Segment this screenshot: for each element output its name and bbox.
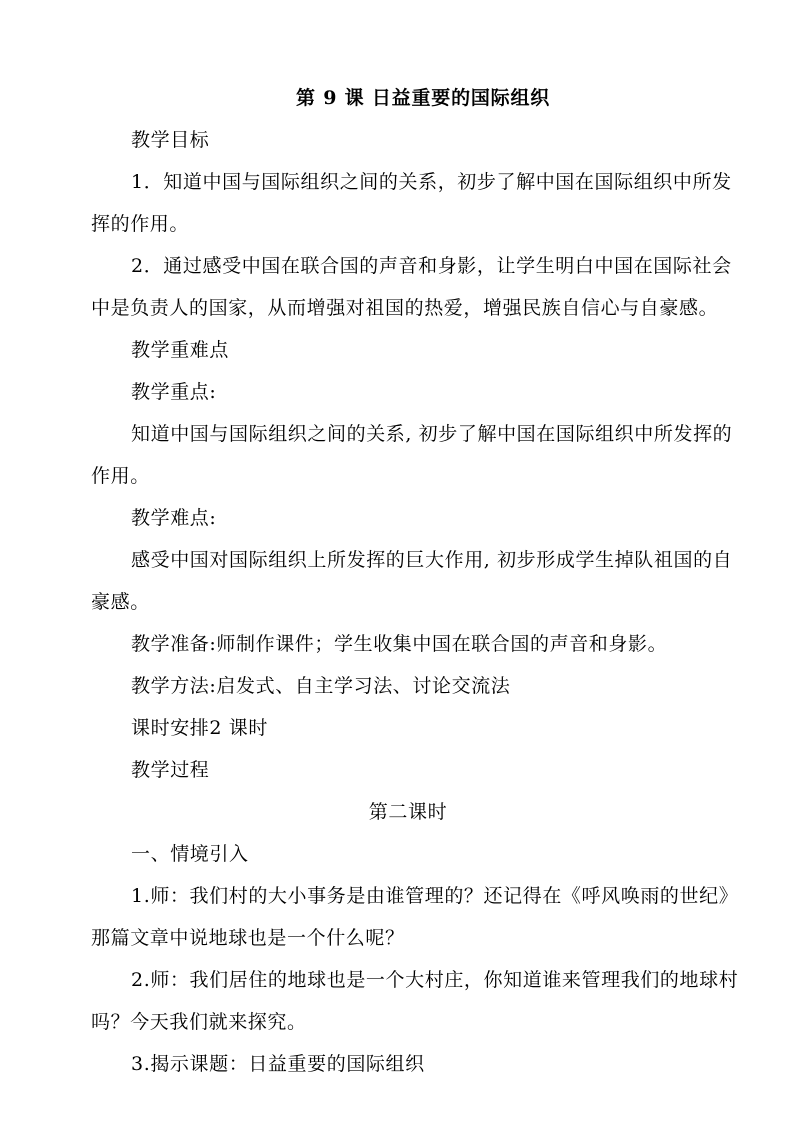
heading-key-difficult-points: 教学重难点 — [131, 339, 230, 361]
lesson-title: 第 9 课 日益重要的国际组织 — [296, 87, 551, 109]
goal-2-line-2: 中是负责人的国家，从而增强对祖国的热爱，增强民族自信心与自豪感。 — [91, 297, 719, 319]
heading-teaching-goals: 教学目标 — [131, 129, 210, 151]
difficult-point-line-2: 豪感。 — [91, 591, 150, 613]
step-1-line-2: 那篇文章中说地球也是一个什么呢？ — [91, 927, 405, 949]
teaching-methods: 教学方法:启发式、自主学习法、讨论交流法 — [131, 675, 511, 697]
step-1-line-1: 1.师：我们村的大小事务是由谁管理的？还记得在《呼风唤雨的世纪》 — [131, 885, 739, 907]
key-point-line-2: 作用。 — [91, 465, 150, 487]
step-3: 3.揭示课题：日益重要的国际组织 — [131, 1053, 425, 1075]
goal-1-line-1: 1．知道中国与国际组织之间的关系，初步了解中国在国际组织中所发 — [131, 171, 732, 193]
goal-1-line-2: 挥的作用。 — [91, 213, 190, 235]
heading-teaching-process: 教学过程 — [131, 759, 210, 781]
goal-2-line-1: 2．通过感受中国在联合国的声音和身影，让学生明白中国在国际社会 — [131, 255, 732, 277]
key-point-line-1: 知道中国与国际组织之间的关系, 初步了解中国在国际组织中所发挥的 — [131, 423, 733, 445]
step-2-line-1: 2.师：我们居住的地球也是一个大村庄，你知道谁来管理我们的地球村 — [131, 969, 739, 991]
second-lesson-heading: 第二课时 — [368, 801, 448, 823]
class-arrangement: 课时安排2 课时 — [131, 717, 268, 739]
section-1-heading: 一、情境引入 — [131, 843, 249, 865]
step-2-line-2: 吗？今天我们就来探究。 — [91, 1011, 307, 1033]
difficult-point-line-1: 感受中国对国际组织上所发挥的巨大作用, 初步形成学生掉队祖国的自 — [131, 549, 733, 571]
teaching-preparation: 教学准备:师制作课件；学生收集中国在联合国的声音和身影。 — [131, 633, 668, 655]
heading-difficult-points: 教学难点: — [131, 507, 217, 529]
heading-key-points: 教学重点: — [131, 381, 217, 403]
